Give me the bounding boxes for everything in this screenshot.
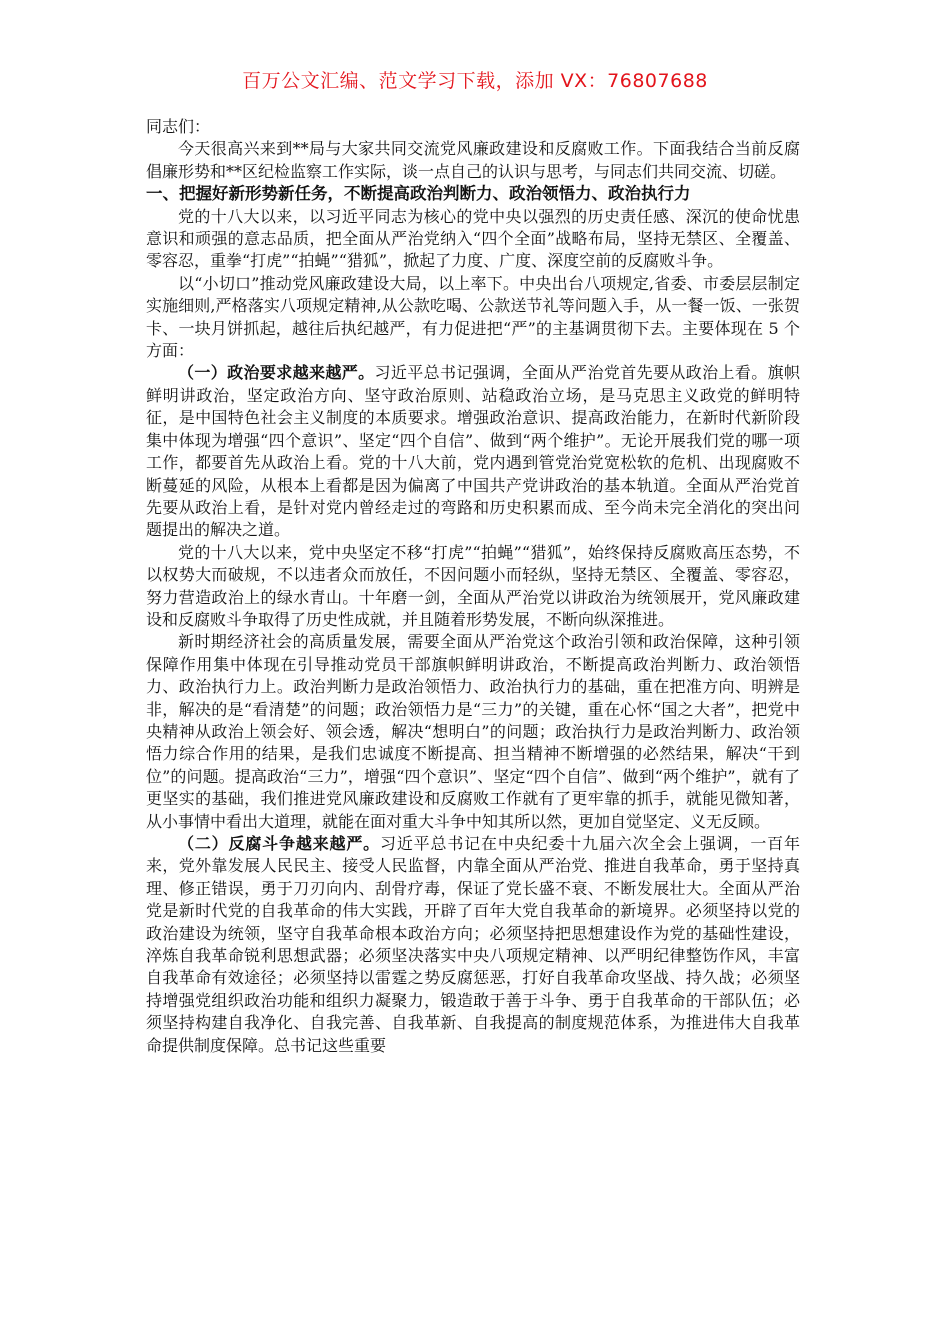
- section-heading: 一、把握好新形势新任务，不断提高政治判断力、政治领悟力、政治执行力: [146, 184, 691, 204]
- subsection-paragraph: [146, 362, 800, 541]
- paragraph: 党的十八大以来，党中央坚定不移“打虎”“拍蝇”“猎狐”，始终保持反腐败高压态势，不以权势大而破规，不以违者众而放任，不因问题小而轻纵，坚持无禁区、全覆盖、零容忍，努力营造政治上的绿水青山。十年磨一剑，全面从严治党以讲政治为统领展开，党风廉政建设和反腐败斗争取得了历史性成就，并且随着形势发展，不断向纵深推进。: [146, 542, 800, 629]
- subsection-paragraph: [146, 833, 800, 1057]
- intro-paragraph: 今天很高兴来到**局与大家共同交流党风廉政建设和反腐败工作。下面我结合当前反腐倡廉形势和**区纪检监察工作实际，谈一点自己的认识与思考，与同志们共同交流、切磋。: [146, 139, 800, 181]
- watermark-banner: 百万公文汇编、范文学习下载，添加 VX：76807688: [242, 70, 708, 92]
- subsection-lead: （二）反腐斗争越来越严。: [178, 834, 380, 853]
- paragraph: 以“小切口”推动党风廉政建设大局，以上率下。中央出台八项规定,省委、市委层层制定实施细则,严格落实八项规定精神,从公款吃喝、公款送节礼等问题入手，从一餐一饭、一张贺卡、一块月饼抓起，越往后执纪越严，有力促进把“严”的主基调贯彻下去。主要体现在 5 个方面：: [146, 273, 800, 361]
- paragraph: 党的十八大以来，以习近平同志为核心的党中央以强烈的历史责任感、深沉的使命忧患意识和顽强的意志品质，把全面从严治党纳入“四个全面”战略布局，坚持无禁区、全覆盖、零容忍，重拳“打虎”“拍蝇”“猎狐”，掀起了力度、广度、深度空前的反腐败斗争。: [146, 206, 800, 271]
- paragraph: 新时期经济社会的高质量发展，需要全面从严治党这个政治引领和政治保障，这种引领保障作用集中体现在引导推动党员干部旗帜鲜明讲政治，不断提高政治判断力、政治领悟力、政治执行力上。政治判断力是政治领悟力、政治执行力的基础，重在把准方向、明辨是非，解决的是“看清楚”的问题；政治领悟力是“三力”的关键，重在心怀“国之大者”，把党中央精神从政治上领会好、领会透，解决“想明白”的问题；政治执行力是政治判断力、政治领悟力综合作用的结果，是我们忠诚度不断提高、担当精神不断增强的必然结果，解决“干到位”的问题。提高政治“三力”，增强“四个意识”、坚定“四个自信”、做到“两个维护”，就有了更坚实的基础，我们推进党风廉政建设和反腐败工作就有了更牢靠的抓手，就能见微知著，从小事情中看出大道理，就能在面对重大斗争中知其所以然，更加自觉坚定、义无反顾。: [146, 632, 800, 831]
- subsection-text: 习近平总书记在中央纪委十九届六次全会上强调，一百年来，党外靠发展人民民主、接受人民监督，内靠全面从严治党、推进自我革命，勇于坚持真理、修正错误，勇于刀刃向内、刮骨疗毒，保证了党长盛不衰、不断发展壮大。全面从严治党是新时代党的自我革命的伟大实践，开辟了百年大党自我革命的新境界。必须坚持以党的政治建设为统领，坚守自我革命根本政治方向；必须坚持把思想建设作为党的基础性建设，淬炼自我革命锐利思想武器；必须坚决落实中央八项规定精神、以严明纪律整饬作风，丰富自我革命有效途径；必须坚持以雷霆之势反腐惩恶，打好自我革命攻坚战、持久战；必须坚持增强党组织政治功能和组织力凝聚力，锻造敢于善于斗争、勇于自我革命的干部队伍；必须坚持构建自我净化、自我完善、自我革新、自我提高的制度规范体系，为推进伟大自我革命提供制度保障。总书记这些重要: [146, 834, 800, 1055]
- subsection-lead: （一）政治要求越来越严。: [178, 363, 375, 383]
- salutation: 同志们：: [146, 117, 211, 136]
- document-body: [146, 116, 800, 1057]
- subsection-text: 习近平总书记强调，全面从严治党首先要从政治上看。旗帜鲜明讲政治，坚定政治方向、坚守政治原则、站稳政治立场，是马克思主义政党的鲜明特征，是中国特色社会主义制度的本质要求。增强政治意识、提高政治能力，在新时代新阶段集中体现为增强“四个意识”、坚定“四个自信”、做到“两个维护”。无论开展我们党的哪一项工作，都要首先从政治上看。党的十八大前，党内遇到管党治党宽松软的危机、出现腐败不断蔓延的风险，从根本上看都是因为偏离了中国共产党讲政治的基本轨道。全面从严治党首先要从政治上看，是针对党内曾经走过的弯路和历史积累而成、至今尚未完全消化的突出问题提出的解决之道。: [146, 363, 800, 540]
